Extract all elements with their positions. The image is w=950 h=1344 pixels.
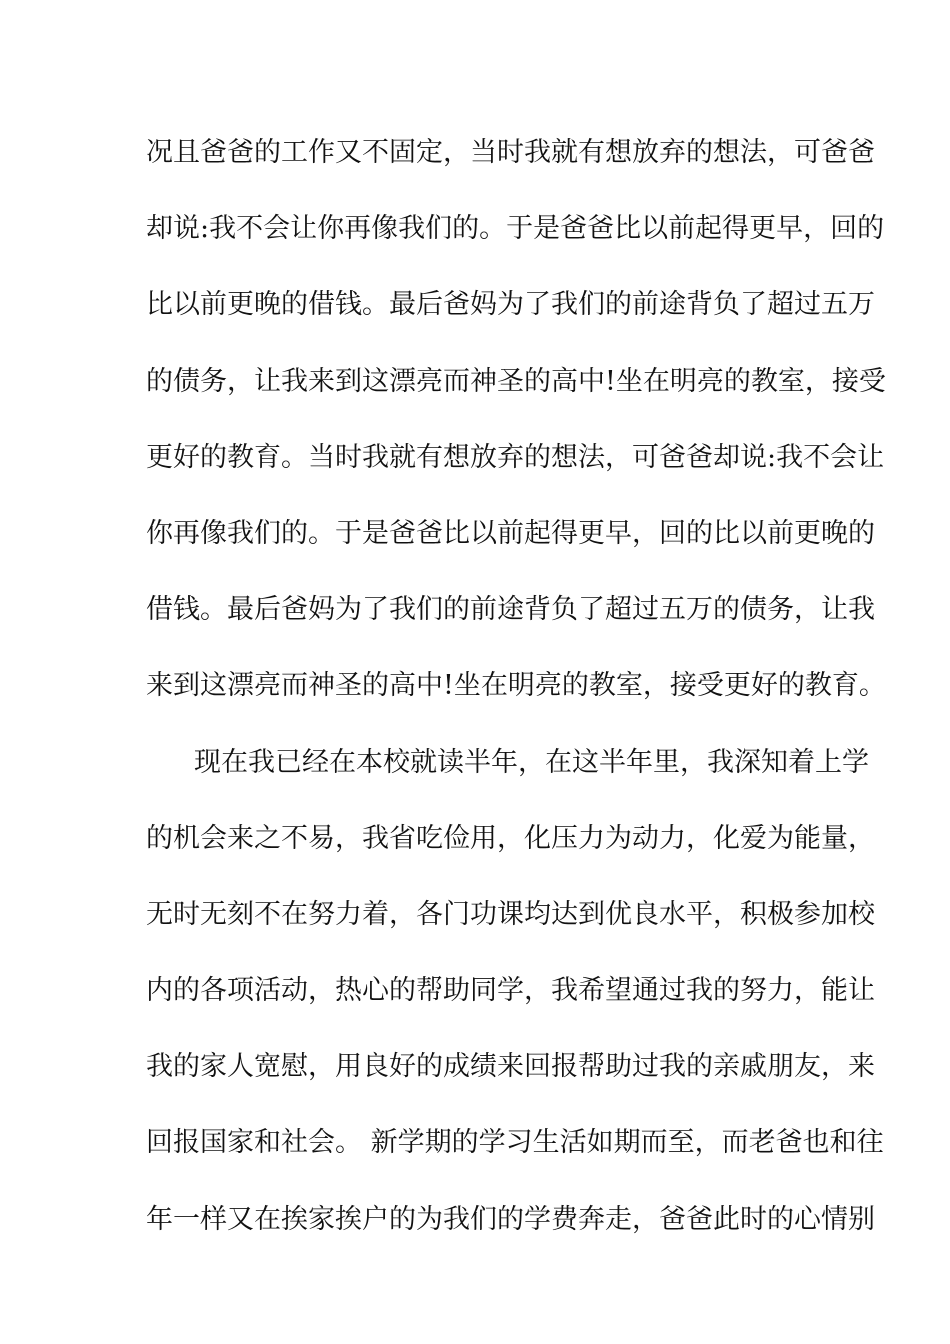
paragraph-end-line: 来到这漂亮而神圣的高中!坐在明亮的教室，接受更好的教育。 [146,670,886,702]
text-line: 况且爸爸的工作又不固定，当时我就有想放弃的想法，可爸爸 [146,137,875,168]
text-line: 的债务，让我来到这漂亮而神圣的高中!坐在明亮的教室，接受 [146,365,886,397]
text-line: 的机会来之不易，我省吃俭用，化压力为动力，化爱为能量， [146,822,875,854]
text-line: 我的家人宽慰，用良好的成绩来回报帮助过我的亲戚朋友，来 [146,1051,875,1083]
text-line: 却说:我不会让你再像我们的。于是爸爸比以前起得更早，回的 [146,213,885,245]
text-line: 借钱。最后爸妈为了我们的前途背负了超过五万的债务，让我 [146,594,875,626]
text-line: 比以前更晚的借钱。最后爸妈为了我们的前途背负了超过五万 [146,289,875,321]
paragraph-start-line: 现在我已经在本校就读半年，在这半年里，我深知着上学 [194,746,869,778]
text-line: 回报国家和社会。 新学期的学习生活如期而至，而老爸也和往 [146,1127,884,1159]
text-line: 你再像我们的。于是爸爸比以前起得更早，回的比以前更晚的 [146,517,875,549]
text-line: 更好的教育。当时我就有想放弃的想法，可爸爸却说:我不会让 [146,441,885,473]
text-line: 无时无刻不在努力着，各门功课均达到优良水平，积极参加校 [146,898,875,930]
text-line: 年一样又在挨家挨户的为我们的学费奔走，爸爸此时的心情别 [146,1203,875,1235]
text-line: 内的各项活动，热心的帮助同学，我希望通过我的努力，能让 [146,975,875,1007]
body-text [146,134,886,1277]
